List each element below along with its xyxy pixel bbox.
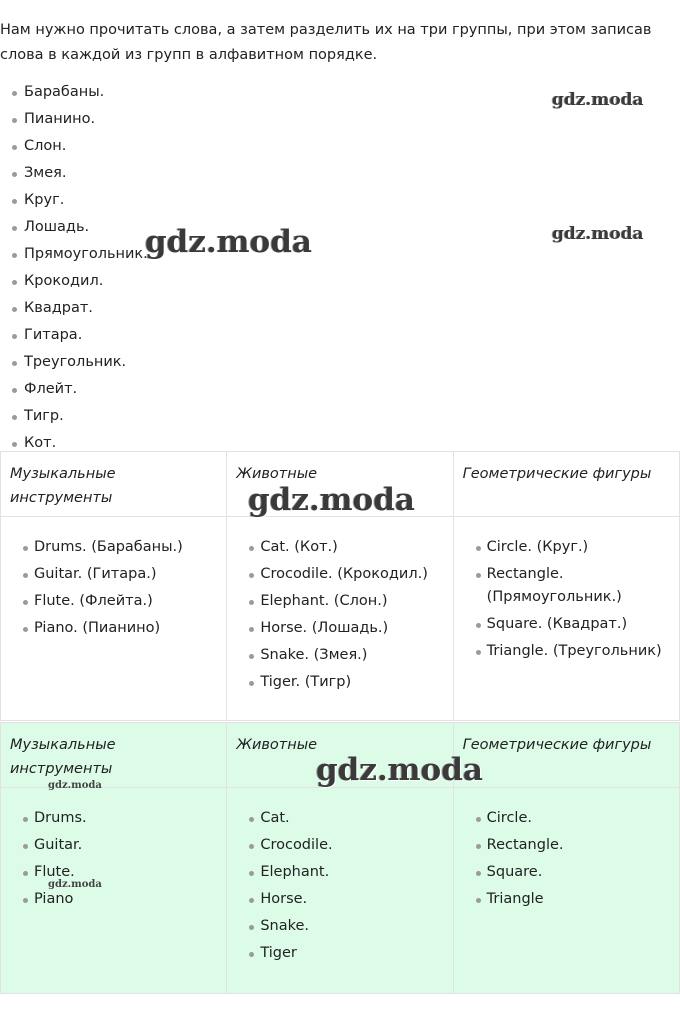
word-item: Круг.: [12, 187, 148, 214]
list-item: Snake. (Змея.): [249, 644, 452, 667]
intro-text: Нам нужно прочитать слова, а затем разделить их на три группы, при этом записав слова в каждой из групп в алфавитном порядке.: [0, 21, 652, 63]
list-item: Crocodile. (Крокодил.): [249, 563, 452, 586]
word-item: Пианино.: [12, 106, 148, 133]
music-list: [1, 517, 226, 640]
list-item: Rectangle.: [476, 834, 679, 857]
word-list: [12, 79, 148, 457]
list-item: Piano. (Пианино): [23, 617, 226, 640]
groups-table-translated: [0, 451, 680, 721]
word-item: Слон.: [12, 133, 148, 160]
list-item: Flute. (Флейта.): [23, 590, 226, 613]
list-item: Triangle: [476, 888, 679, 911]
list-item: Triangle. (Треугольник): [476, 640, 679, 663]
list-item: Elephant.: [249, 861, 452, 884]
word-item: Тигр.: [12, 403, 148, 430]
list-item: Drums.: [23, 807, 226, 830]
word-item: Флейт.: [12, 376, 148, 403]
header-cell-music: Музыкальные инструменты: [1, 452, 227, 517]
word-item: Гитара.: [12, 322, 148, 349]
word-item: Квадрат.: [12, 295, 148, 322]
list-item: Snake.: [249, 915, 452, 938]
list-item: Piano: [23, 888, 226, 911]
list-item: Drums. (Барабаны.): [23, 536, 226, 559]
header-cell-shapes: Геометрические фигуры: [453, 723, 679, 788]
word-item: Кот.: [12, 430, 148, 457]
animals-list: [227, 788, 452, 965]
list-item: Cat.: [249, 807, 452, 830]
watermark: gdz.moda: [552, 90, 644, 110]
list-item: Horse.: [249, 888, 452, 911]
music-list: [1, 788, 226, 911]
word-item: Крокодил.: [12, 268, 148, 295]
shapes-cell: [453, 788, 679, 994]
watermark: gdz.moda: [145, 224, 312, 260]
list-item: Tiger: [249, 942, 452, 965]
word-item: Барабаны.: [12, 79, 148, 106]
header-cell-animals: Животные: [227, 723, 453, 788]
list-item: Elephant. (Слон.): [249, 590, 452, 613]
header-cell-music: Музыкальные инструменты: [1, 723, 227, 788]
list-item: Flute.: [23, 861, 226, 884]
header-cell-shapes: Геометрические фигуры: [453, 452, 679, 517]
shapes-cell: [453, 517, 679, 721]
word-item: Треугольник.: [12, 349, 148, 376]
shapes-list: [454, 517, 679, 663]
word-item: Змея.: [12, 160, 148, 187]
list-item: Tiger. (Тигр): [249, 671, 452, 694]
watermark: gdz.moda: [316, 752, 483, 788]
list-item: Square.: [476, 861, 679, 884]
list-item: Circle. (Круг.): [476, 536, 679, 559]
list-item: Rectangle. (Прямоугольник.): [476, 563, 679, 609]
music-cell: [1, 788, 227, 994]
watermark: gdz.moda: [248, 482, 415, 518]
list-item: Crocodile.: [249, 834, 452, 857]
groups-table-english: [0, 722, 680, 994]
word-item: Лошадь.: [12, 214, 148, 241]
list-item: Guitar. (Гитара.): [23, 563, 226, 586]
animals-cell: [227, 517, 453, 721]
list-item: Cat. (Кот.): [249, 536, 452, 559]
animals-cell: [227, 788, 453, 994]
animals-list: [227, 517, 452, 694]
watermark: gdz.moda: [48, 780, 102, 791]
list-item: Horse. (Лошадь.): [249, 617, 452, 640]
list-item: Circle.: [476, 807, 679, 830]
music-cell: [1, 517, 227, 721]
header-cell-animals: Животные: [227, 452, 453, 517]
watermark: gdz.moda: [48, 879, 102, 890]
word-item: Прямоугольник.: [12, 241, 148, 268]
list-item: Square. (Квадрат.): [476, 613, 679, 636]
watermark: gdz.moda: [552, 224, 644, 244]
shapes-list: [454, 788, 679, 911]
list-item: Guitar.: [23, 834, 226, 857]
